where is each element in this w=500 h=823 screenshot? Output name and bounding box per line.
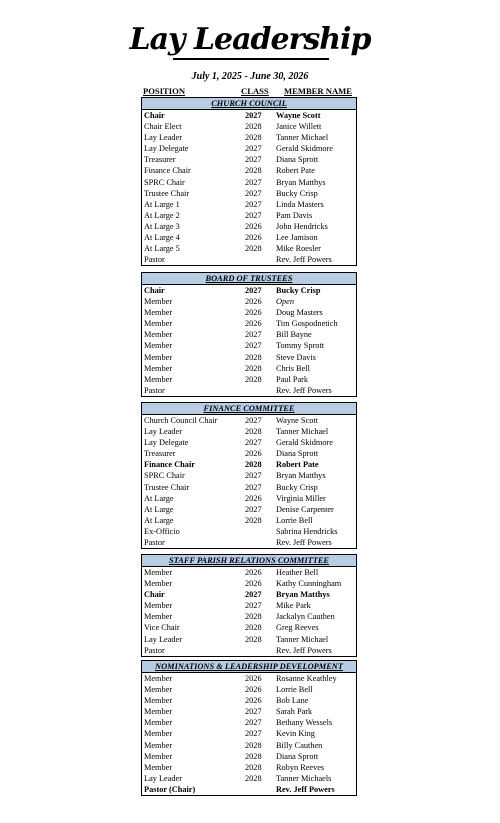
position-cell: Trustee Chair <box>144 482 190 492</box>
position-cell: Lay Delegate <box>144 438 189 448</box>
member-cell: Gerald Skidmore <box>276 438 333 448</box>
table-row <box>142 243 356 254</box>
table-row <box>142 784 356 795</box>
member-cell: Gerald Skidmore <box>276 144 333 154</box>
class-cell: 2027 <box>245 286 262 295</box>
position-cell: Member <box>144 363 173 373</box>
position-cell: Pastor <box>144 385 165 395</box>
position-cell: At Large 5 <box>144 244 180 254</box>
position-cell: Lay Leader <box>144 133 183 143</box>
position-cell: Treasurer <box>144 449 176 459</box>
table-row <box>142 352 356 363</box>
position-cell: Member <box>144 696 173 706</box>
class-cell: 2026 <box>245 308 262 318</box>
member-cell: Rev. Jeff Powers <box>276 538 332 548</box>
class-cell: 2026 <box>245 449 262 459</box>
table-row <box>142 728 356 739</box>
member-cell: Virginia Miller <box>276 493 326 503</box>
position-cell: At Large <box>144 493 174 503</box>
class-cell: 2027 <box>245 482 262 492</box>
member-cell: Sarah Park <box>276 707 313 717</box>
table-row <box>142 363 356 374</box>
position-cell: Member <box>144 601 173 611</box>
position-cell: Treasurer <box>144 155 176 165</box>
member-cell: Bucky Crisp <box>276 482 318 492</box>
member-cell: Rev. Jeff Powers <box>276 645 332 655</box>
member-cell: Mike Roesler <box>276 244 321 254</box>
table-row <box>142 415 356 426</box>
table-row <box>142 199 356 210</box>
member-cell: Pam Davis <box>276 210 313 220</box>
member-cell: Wayne Scott <box>276 111 321 120</box>
class-cell: 2027 <box>245 471 262 481</box>
table-row <box>142 437 356 448</box>
member-cell: Billy Cauthen <box>276 740 323 750</box>
table-row <box>142 165 356 176</box>
member-cell: Rev. Jeff Powers <box>276 385 332 395</box>
class-cell: 2028 <box>245 751 262 761</box>
class-cell: 2026 <box>245 319 262 329</box>
table-row <box>142 285 356 296</box>
position-cell: At Large 2 <box>144 210 180 220</box>
member-cell: Lorrie Bell <box>276 685 313 695</box>
section-header: CHURCH COUNCIL <box>142 98 356 110</box>
class-cell: 2028 <box>245 133 262 143</box>
class-cell: 2028 <box>245 762 262 772</box>
member-cell: Tanner Michael <box>276 133 329 143</box>
member-cell: Robert Pate <box>276 460 319 470</box>
table-row <box>142 589 356 600</box>
member-cell: Bucky Crisp <box>276 188 318 198</box>
member-cell: Wayne Scott <box>276 416 318 425</box>
table-row <box>142 210 356 221</box>
class-cell: 2026 <box>245 221 262 231</box>
table-row <box>142 567 356 578</box>
table-row <box>142 515 356 526</box>
position-cell: Member <box>144 612 173 622</box>
member-cell: Tanner Michael <box>276 427 329 437</box>
table-row <box>142 177 356 188</box>
member-cell: Rev. Jeff Powers <box>276 255 332 265</box>
class-cell: 2027 <box>245 590 262 600</box>
position-cell: Pastor <box>144 538 165 548</box>
class-cell: 2028 <box>245 122 262 132</box>
member-cell: Tanner Michaels <box>276 773 332 783</box>
class-cell: 2026 <box>245 685 262 695</box>
table-row <box>142 493 356 504</box>
member-cell: Denise Carpenter <box>276 504 334 514</box>
position-cell: Member <box>144 341 173 351</box>
class-cell: 2026 <box>245 493 262 503</box>
table-row <box>142 296 356 307</box>
class-cell: 2026 <box>245 696 262 706</box>
table-row <box>142 526 356 537</box>
class-cell: 2027 <box>245 188 262 198</box>
table-row <box>142 673 356 684</box>
position-cell: At Large 1 <box>144 199 180 209</box>
member-cell: Steve Davis <box>276 352 316 362</box>
table-row <box>142 634 356 645</box>
position-cell: Member <box>144 751 173 761</box>
member-cell: Robert Pate <box>276 166 315 176</box>
class-cell: 2027 <box>245 718 262 728</box>
position-cell: Member <box>144 352 173 362</box>
class-cell: 2028 <box>245 166 262 176</box>
table-row <box>142 717 356 728</box>
class-cell: 2026 <box>245 568 262 577</box>
position-cell: Chair <box>144 111 165 120</box>
position-cell: Member <box>144 374 173 384</box>
class-cell: 2028 <box>245 244 262 254</box>
member-cell: John Hendricks <box>276 221 328 231</box>
table-row <box>142 188 356 199</box>
position-cell: Member <box>144 674 173 683</box>
table-row <box>142 232 356 243</box>
position-cell: Lay Delegate <box>144 144 189 154</box>
table-row <box>142 611 356 622</box>
table-row <box>142 684 356 695</box>
member-cell: Bob Lane <box>276 696 309 706</box>
member-cell: Lorrie Bell <box>276 515 313 525</box>
member-cell: Lee Jamison <box>276 233 318 243</box>
table-row <box>142 645 356 656</box>
table-row <box>142 470 356 481</box>
member-cell: Heather Bell <box>276 568 319 577</box>
table-row <box>142 307 356 318</box>
member-cell: Tim Gospodnetich <box>276 319 338 329</box>
table-row <box>142 482 356 493</box>
member-cell: Doug Masters <box>276 308 323 318</box>
position-cell: At Large <box>144 515 174 525</box>
class-cell: 2027 <box>245 416 262 425</box>
table-row <box>142 329 356 340</box>
member-cell: Kevin King <box>276 729 315 739</box>
position-cell: Member <box>144 740 173 750</box>
table-row <box>142 622 356 633</box>
class-cell: 2027 <box>245 601 262 611</box>
section-header: FINANCE COMMITTEE <box>142 403 356 415</box>
class-cell: 2027 <box>245 210 262 220</box>
class-cell: 2026 <box>245 297 262 307</box>
member-cell: Diana Sprott <box>276 751 319 761</box>
class-cell: 2028 <box>245 773 262 783</box>
position-cell: Chair <box>144 286 165 295</box>
table-row <box>142 385 356 396</box>
column-header-member: MEMBER NAME <box>284 86 353 96</box>
table-row <box>142 773 356 784</box>
member-cell: Diana Sprott <box>276 155 319 165</box>
class-cell: 2027 <box>245 199 262 209</box>
position-cell: Member <box>144 319 173 329</box>
class-cell: 2028 <box>245 374 262 384</box>
table-row <box>142 695 356 706</box>
position-cell: Pastor <box>144 645 165 655</box>
member-cell: Robyn Reeves <box>276 762 325 772</box>
position-cell: Member <box>144 729 173 739</box>
member-cell: Tommy Sprott <box>276 341 325 351</box>
section-nominations-leadership-development <box>141 660 357 796</box>
table-row <box>142 448 356 459</box>
section-staff-parish-relations-committee <box>141 554 357 657</box>
class-cell: 2026 <box>245 233 262 243</box>
section-board-of-trustees <box>141 272 357 397</box>
table-row <box>142 374 356 385</box>
position-cell: SPRC Chair <box>144 177 185 187</box>
member-cell: Bill Bayne <box>276 330 312 340</box>
column-header-class: CLASS <box>241 86 269 96</box>
class-cell: 2028 <box>245 634 262 644</box>
member-cell: Bryan Matthys <box>276 177 326 187</box>
class-cell: 2028 <box>245 427 262 437</box>
position-cell: Lay Leader <box>144 773 183 783</box>
section-header: NOMINATIONS & LEADERSHIP DEVELOPMENT <box>142 661 356 673</box>
position-cell: Ex-Officio <box>144 526 180 536</box>
table-row <box>142 459 356 470</box>
table-row <box>142 318 356 329</box>
class-cell: 2028 <box>245 612 262 622</box>
class-cell: 2028 <box>245 515 262 525</box>
class-cell: 2027 <box>245 341 262 351</box>
member-cell: Diana Sprott <box>276 449 319 459</box>
position-cell: Pastor (Chair) <box>144 784 196 794</box>
member-cell: Kathy Cunningham <box>276 579 342 589</box>
class-cell: 2027 <box>245 144 262 154</box>
member-cell: Greg Reeves <box>276 623 319 633</box>
position-cell: Member <box>144 707 173 717</box>
position-cell: At Large 3 <box>144 221 180 231</box>
class-cell: 2027 <box>245 177 262 187</box>
position-cell: Vice Chair <box>144 623 180 633</box>
member-cell: Rosanne Keathley <box>276 674 337 683</box>
member-cell: Sabrina Hendricks <box>276 526 338 536</box>
member-cell: Janice Willett <box>276 122 322 132</box>
position-cell: Chair <box>144 590 165 600</box>
class-cell: 2028 <box>245 460 262 470</box>
position-cell: Member <box>144 568 173 577</box>
position-cell: SPRC Chair <box>144 471 185 481</box>
class-cell: 2027 <box>245 155 262 165</box>
class-cell: 2028 <box>245 740 262 750</box>
table-row <box>142 600 356 611</box>
table-row <box>142 110 356 121</box>
table-row <box>142 121 356 132</box>
position-cell: Member <box>144 762 173 772</box>
class-cell: 2026 <box>245 579 262 589</box>
class-cell: 2026 <box>245 674 262 683</box>
position-cell: Member <box>144 330 173 340</box>
member-cell: Bethany Wessels <box>276 718 333 728</box>
title-underline <box>173 58 329 60</box>
table-row <box>142 221 356 232</box>
position-cell: Member <box>144 297 173 307</box>
table-row <box>142 504 356 515</box>
table-row <box>142 143 356 154</box>
table-row <box>142 578 356 589</box>
member-cell: Chris Bell <box>276 363 310 373</box>
table-row <box>142 254 356 265</box>
table-row <box>142 154 356 165</box>
member-cell: Tanner Michael <box>276 634 329 644</box>
class-cell: 2028 <box>245 352 262 362</box>
section-finance-committee <box>141 402 357 549</box>
member-cell: Bryan Matthys <box>276 471 326 481</box>
position-cell: Church Council Chair <box>144 416 218 425</box>
table-row <box>142 706 356 717</box>
table-row <box>142 340 356 351</box>
class-cell: 2028 <box>245 363 262 373</box>
member-cell: Mike Park <box>276 601 311 611</box>
table-row <box>142 762 356 773</box>
position-cell: Member <box>144 685 173 695</box>
position-cell: Member <box>144 308 173 318</box>
member-cell: Linda Masters <box>276 199 324 209</box>
position-cell: Lay Leader <box>144 634 183 644</box>
position-cell: Trustee Chair <box>144 188 190 198</box>
table-row <box>142 537 356 548</box>
member-cell: Paul Park <box>276 374 309 384</box>
member-cell: Jackalyn Cauthen <box>276 612 335 622</box>
section-header: STAFF PARISH RELATIONS COMMITTEE <box>142 555 356 567</box>
class-cell: 2027 <box>245 438 262 448</box>
table-row <box>142 751 356 762</box>
class-cell: 2027 <box>245 111 262 120</box>
date-range: July 1, 2025 - June 30, 2026 <box>191 71 309 82</box>
table-row <box>142 426 356 437</box>
position-cell: Finance Chair <box>144 460 195 470</box>
class-cell: 2027 <box>245 330 262 340</box>
class-cell: 2027 <box>245 707 262 717</box>
section-header: BOARD OF TRUSTEES <box>142 273 356 285</box>
page-title: Lay Leadership <box>129 22 371 57</box>
table-row <box>142 132 356 143</box>
position-cell: Member <box>144 579 173 589</box>
member-cell: Open <box>276 297 294 307</box>
class-cell: 2028 <box>245 623 262 633</box>
position-cell: Chair Elect <box>144 122 182 132</box>
position-cell: Finance Chair <box>144 166 191 176</box>
member-cell: Bryan Matthys <box>276 590 330 600</box>
table-row <box>142 740 356 751</box>
section-church-council <box>141 97 357 266</box>
column-header-position: POSITION <box>143 86 186 96</box>
class-cell: 2027 <box>245 729 262 739</box>
position-cell: Lay Leader <box>144 427 183 437</box>
position-cell: At Large <box>144 504 174 514</box>
member-cell: Rev. Jeff Powers <box>276 784 335 794</box>
class-cell: 2027 <box>245 504 262 514</box>
member-cell: Bucky Crisp <box>276 286 321 295</box>
position-cell: At Large 4 <box>144 233 180 243</box>
position-cell: Member <box>144 718 173 728</box>
position-cell: Pastor <box>144 255 165 265</box>
